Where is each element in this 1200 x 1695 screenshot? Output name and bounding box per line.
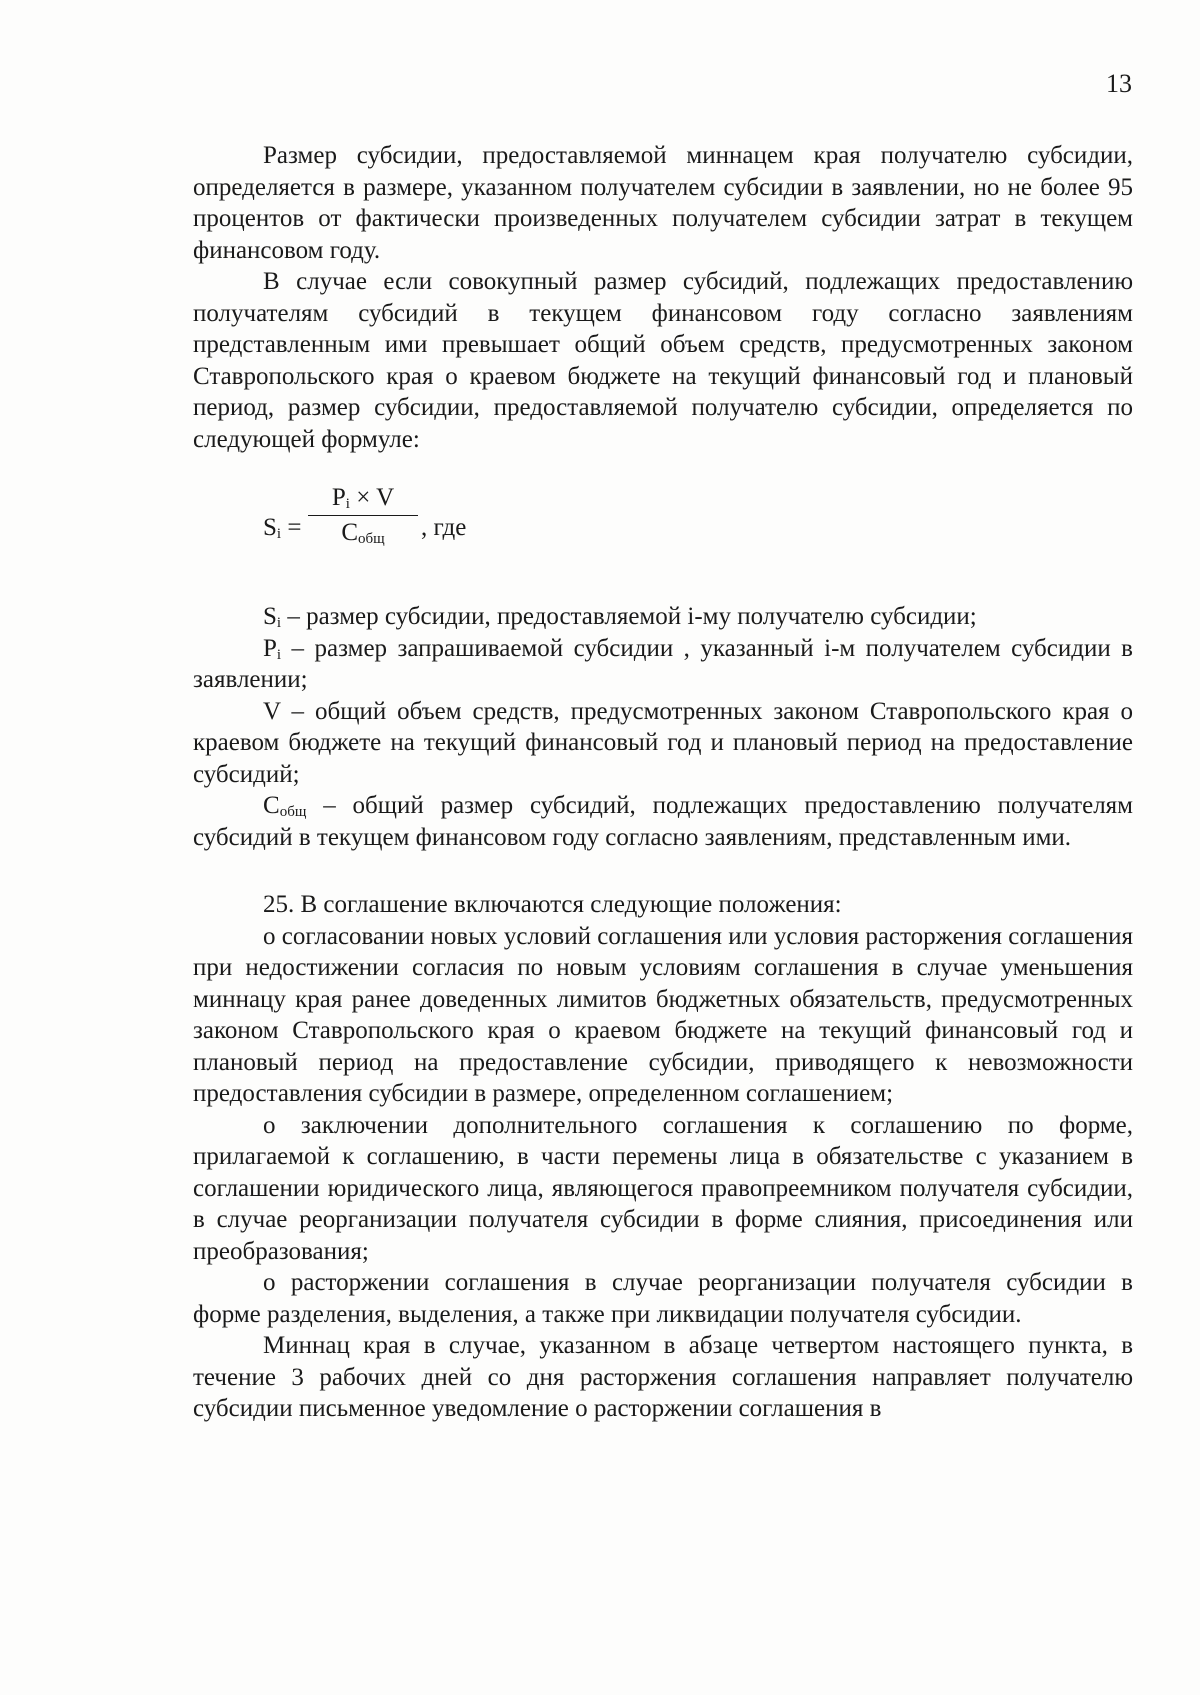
definition-v: V – общий объем средств, предусмотренных законом Ставропольского края о краевом бюджете на текущий финансовый год и плановый период на предоставление субсидий; <box>193 697 1133 788</box>
paragraph-formula-condition: В случае если совокупный размер субсидий, подлежащих предоставлению получателям субсидий в текущем финансовом году согласно заявлениям представленным ими превышает общий объем средств, предусмотренных законом Ставропольского края о краевом бюджете на текущий финансовый год и плановый период, размер субсидии, предоставляемой получателю субсидии, определяется по следующей формуле: <box>193 268 1133 453</box>
formula-lhs: $S_i$ = <box>263 514 302 542</box>
definition-c-total: $C_{общ}$ – общий размер субсидий, подлежащих предоставлению получателям субсидий в текущем финансовом году согласно заявлениям, представленным ими. <box>193 792 1133 851</box>
formula-fraction <box>308 483 418 548</box>
section-gap <box>193 853 1133 889</box>
definition-pi: $P_i$ – размер запрашиваемой субсидии , указанный i-м получателем субсидии в заявлении; <box>193 634 1133 693</box>
clause-new-conditions: о согласовании новых условий соглашения или условия расторжения соглашения при недостижении согласия по новым условиям соглашения в случае уменьшения миннацу края ранее доведенных лимитов бюджетных обязательств, предусмотренных законом Ставропольского края о краевом бюджете на текущий финансовый год и плановый период на предоставление субсидии, приводящего к невозможности предоставления субсидии в размере, определенном соглашением; <box>193 922 1133 1107</box>
document-body <box>193 140 1133 1425</box>
formula-where: , где <box>421 514 467 541</box>
definition-si: $S_i$ – размер субсидии, предоставляемой i-му получателю субсидии; <box>263 603 977 631</box>
paragraph-subsidy-size: Размер субсидии, предоставляемой миннацем края получателю субсидии, определяется в размере, указанном получателем субсидии в заявлении, но не более 95 процентов от фактически произведенных получателем субсидии затрат в текущем финансовом году. <box>193 142 1133 264</box>
clause-notification: Миннац края в случае, указанном в абзаце четвертом настоящего пункта, в течение 3 рабочих дней со дня расторжения соглашения направляет получателю субсидии письменное уведомление о расторжении соглашения в <box>193 1332 1133 1422</box>
clause-additional-agreement: о заключении дополнительного соглашения к соглашению по форме, прилагаемой к соглашению, в части перемены лица в обязательстве с указанием в соглашении юридического лица, являющегося правопреемником получателя субсидии, в случае реорганизации получателя субсидии в форме слияния, присоединения или преобразования; <box>193 1111 1133 1265</box>
formula-numerator: $P_i \times V$ <box>331 484 395 512</box>
clause-25-heading: 25. В соглашение включаются следующие положения: <box>263 891 842 918</box>
fraction-bar <box>308 515 418 516</box>
clause-termination: о расторжении соглашения в случае реорганизации получателя субсидии в форме разделения, выделения, а также при ликвидации получателя субсидии. <box>193 1269 1133 1328</box>
formula-denominator: $C_{общ}$ <box>341 519 385 547</box>
page-number: 13 <box>1106 69 1132 98</box>
subsidy-formula <box>193 477 1133 581</box>
